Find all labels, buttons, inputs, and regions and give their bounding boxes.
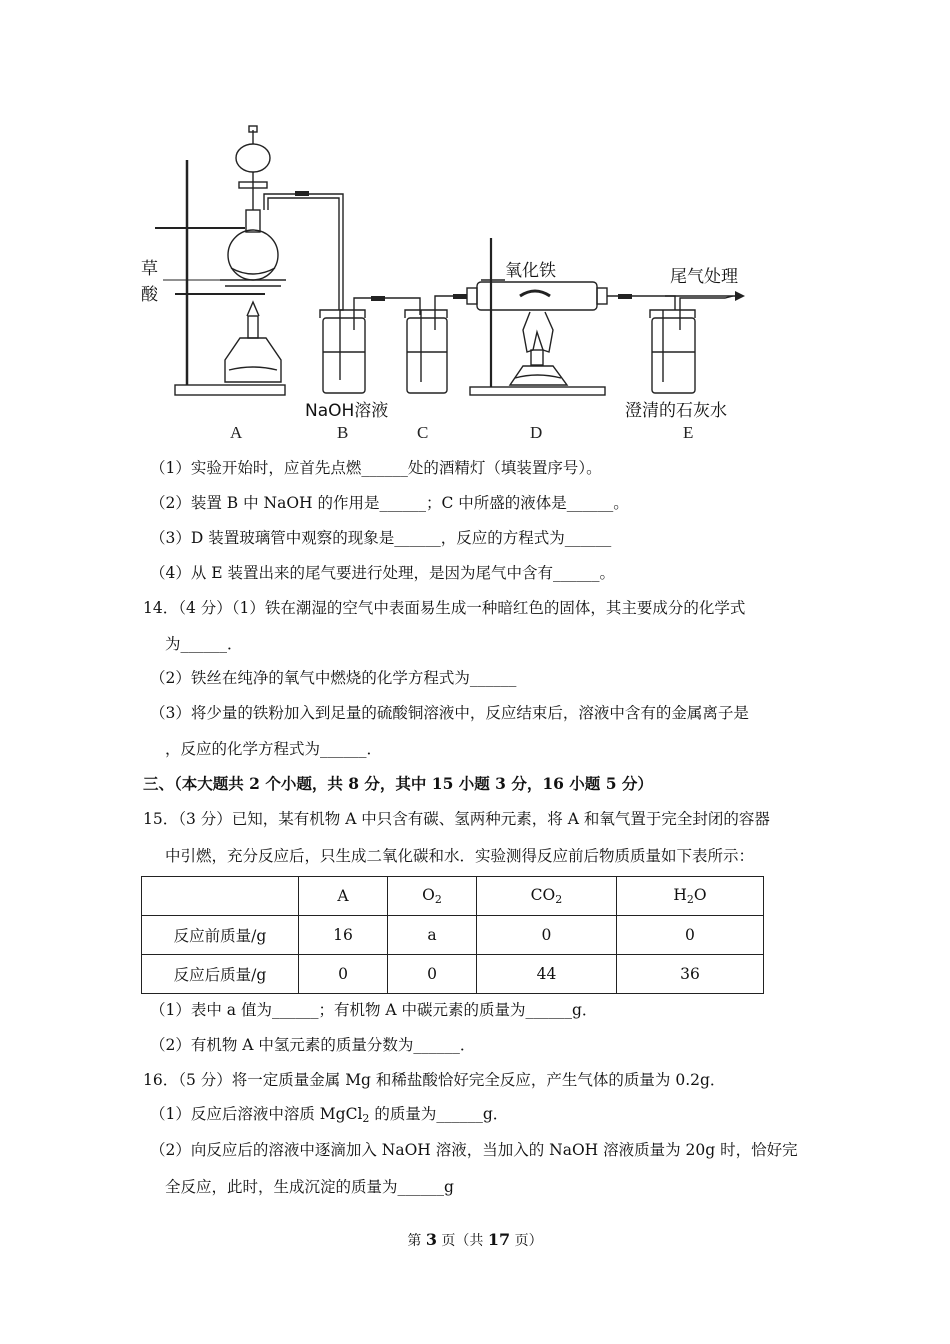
table-cell: 0 xyxy=(388,955,477,994)
q14-part3: （3）将少量的铁粉加入到足量的硫酸铜溶液中，反应结束后，溶液中含有的金属离子是 xyxy=(150,704,749,722)
table-cell: 16 xyxy=(299,916,388,955)
q14-part3-cont: ，反应的化学方程式为______． xyxy=(165,740,383,758)
page-footer: 第 3 页（共 17 页） xyxy=(407,1230,543,1249)
table-cell: 0 xyxy=(299,955,388,994)
device-letter-e: E xyxy=(683,423,694,442)
table-cell: 0 xyxy=(477,916,617,955)
table-cell: a xyxy=(388,916,477,955)
q14-stem: 14．（4 分）（1）铁在潮湿的空气中表面易生成一种暗红色的固体，其主要成分的化学式 xyxy=(143,599,746,617)
table-row-label: 反应前质量/g xyxy=(142,916,299,955)
table-cell: 44 xyxy=(477,955,617,994)
table-row xyxy=(142,955,764,994)
device-letter-d: D xyxy=(530,423,543,442)
device-letter-c: C xyxy=(417,423,429,442)
label-naoh: NaOH溶液 xyxy=(305,401,389,421)
q16-part2: （2）向反应后的溶液中逐滴加入 NaOH 溶液，当加入的 NaOH 溶液质量为 20g 时，恰好完 xyxy=(150,1141,798,1159)
device-letter-b: B xyxy=(337,423,349,442)
q16-part1: （1）反应后溶液中溶质 MgCl$_2$ 的质量为______g． xyxy=(150,1105,509,1125)
page-total: 17 xyxy=(487,1230,511,1249)
q13-part1: （1）实验开始时，应首先点燃______处的酒精灯（填装置序号）。 xyxy=(150,459,602,477)
section-3-heading: 三、（本大题共 2 个小题，共 8 分，其中 15 小题 3 分，16 小题 5 分） xyxy=(143,774,653,793)
table-cell: 36 xyxy=(616,955,763,994)
tail-gas-arrow xyxy=(665,291,745,301)
device-letter-a: A xyxy=(230,423,243,442)
table-header-h2o: $H_2O$ xyxy=(616,877,763,916)
table-header-a: A xyxy=(299,877,388,916)
table-header-co2: $CO_2$ xyxy=(477,877,617,916)
table-cell: 0 xyxy=(616,916,763,955)
label-tail-gas: 尾气处理 xyxy=(670,267,738,287)
table-row-label: 反应后质量/g xyxy=(142,955,299,994)
q15-stem-cont: 中引燃，充分反应后，只生成二氧化碳和水．实验测得反应前后物质质量如下表所示： xyxy=(165,847,755,865)
q16-stem: 16．（5 分）将一定质量金属 Mg 和稀盐酸恰好完全反应，产生气体的质量为 0.2g． xyxy=(143,1071,726,1089)
page-number: 3 xyxy=(425,1230,437,1249)
q15-part2: （2）有机物 A 中氢元素的质量分数为______． xyxy=(150,1036,476,1054)
device-a xyxy=(155,126,343,395)
label-oxalic-2: 酸 xyxy=(141,285,158,305)
table-corner xyxy=(142,877,299,916)
q13-part2: （2）装置 B 中 NaOH 的作用是______；C 中所盛的液体是______。 xyxy=(150,494,629,512)
label-iron-oxide: 氧化铁 xyxy=(505,261,556,281)
q15-part1: （1）表中 a 值为______；有机物 A 中碳元素的质量为______g． xyxy=(150,1001,598,1019)
q16-part2-cont: 全反应，此时，生成沉淀的质量为______g xyxy=(165,1178,454,1196)
q14-stem-cont: 为______． xyxy=(165,635,243,653)
q15-stem: 15．（3 分）已知，某有机物 A 中只含有碳、氢两种元素，将 A 和氧气置于完全封闭的容器 xyxy=(143,810,770,828)
q13-part4: （4）从 E 装置出来的尾气要进行处理，是因为尾气中含有______。 xyxy=(150,564,616,582)
table-row xyxy=(142,916,764,955)
device-c xyxy=(405,296,465,393)
table-header-row xyxy=(142,877,764,916)
q14-part2: （2）铁丝在纯净的氧气中燃烧的化学方程式为______ xyxy=(150,669,517,687)
apparatus-diagram xyxy=(135,120,775,450)
q13-part3: （3）D 装置玻璃管中观察的现象是______，反应的方程式为______ xyxy=(150,529,612,547)
label-oxalic-1: 草 xyxy=(141,259,158,279)
table-header-o2: $O_2$ xyxy=(388,877,477,916)
device-e xyxy=(650,296,733,393)
mass-table xyxy=(141,876,764,994)
device-d xyxy=(467,238,675,395)
label-limewater: 澄清的石灰水 xyxy=(625,401,727,421)
